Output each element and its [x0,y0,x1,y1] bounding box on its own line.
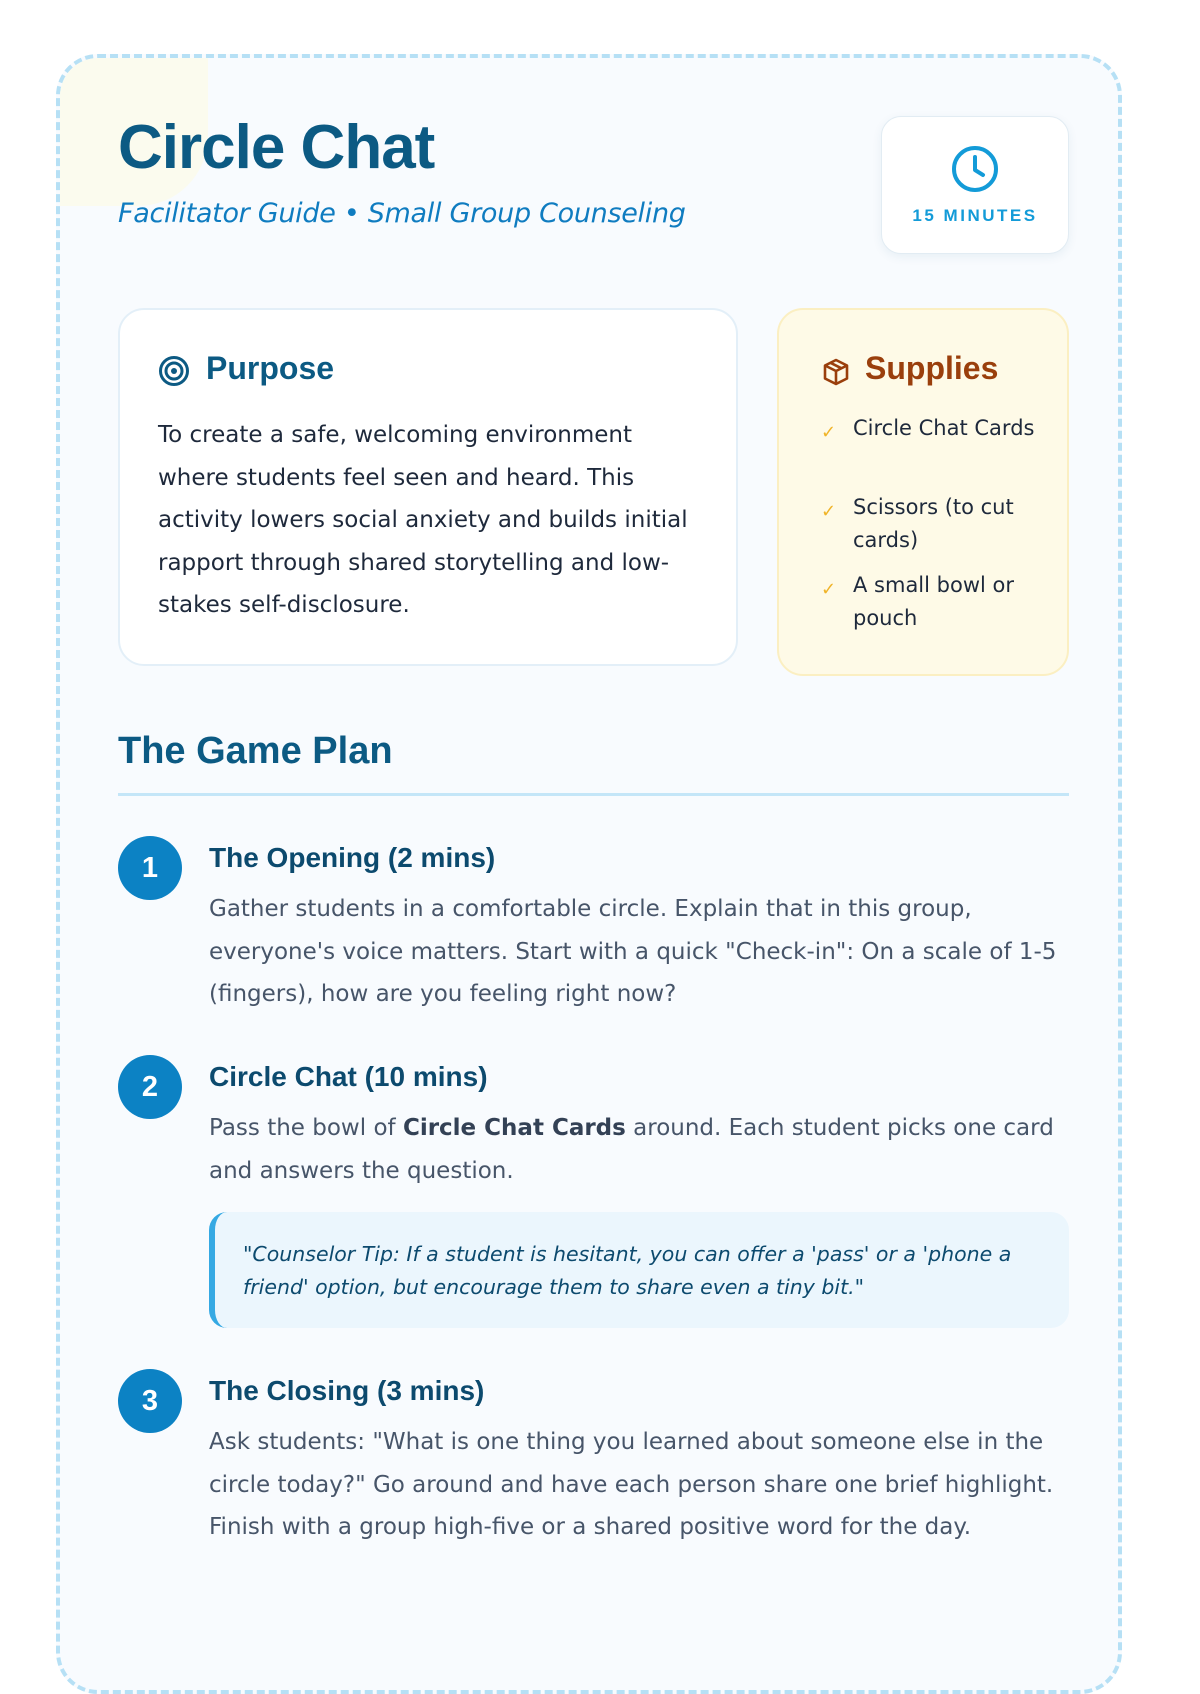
page-title: Circle Chat [118,113,435,182]
purpose-heading: Purpose [206,350,335,386]
duration-label: 15 MINUTES [912,206,1038,225]
supply-item [821,491,1041,557]
box-icon [821,357,851,387]
supply-item [821,412,1041,445]
supply-item-label: Scissors (to cut cards) [853,495,1014,552]
purpose-card [118,308,738,666]
check-icon: ✓ [821,579,837,600]
facilitator-guide-card [56,54,1122,1694]
step-body [209,1107,1069,1192]
step-number-badge: 1 [118,836,182,900]
step-title: The Opening (2 mins) [209,842,496,873]
clock-icon [950,144,1000,194]
counselor-tip: "Counselor Tip: If a student is hesitant, you can offer a 'pass' or a 'phone a friend' option, but encourage them to share even a tiny bit." [209,1212,1069,1328]
supply-item-label: Circle Chat Cards [853,416,1035,440]
supplies-card [777,308,1069,676]
step-number-badge: 2 [118,1055,182,1119]
step-title: Circle Chat (10 mins) [209,1061,488,1092]
supply-item-label: A small bowl or pouch [853,573,1014,630]
step-body-emphasis: Circle Chat Cards [402,1115,626,1141]
step-body-text: around. Each student picks one card and answers the question. [209,1115,1054,1184]
check-icon: ✓ [821,501,837,522]
step-body: Gather students in a comfortable circle. Explain that in this group, everyone's voice matters. Start with a quick "Check-in": On a scale of 1-5 (fingers), how are you feeling right now? [209,896,1057,1007]
step-body: Ask students: "What is one thing you learned about someone else in the circle today?" Go around and have each person share one brief highlight. Finish with a group high-five or a shared positive word for the day. [209,1429,1054,1540]
target-icon [158,355,190,387]
supplies-heading: Supplies [865,350,999,386]
check-icon: ✓ [821,422,837,443]
duration-badge [881,116,1069,254]
supply-item [821,569,1041,635]
step-body-text: Pass the bowl of [209,1115,403,1141]
step-title: The Closing (3 mins) [209,1375,485,1406]
page-subtitle: Facilitator Guide • Small Group Counseling [118,198,686,229]
section-divider [118,793,1069,796]
step-number-badge: 3 [118,1369,182,1433]
purpose-text: To create a safe, welcoming environment where students feel seen and heard. This activity lowers social anxiety and builds initial rapport through shared storytelling and low-stakes self-disclosure. [158,422,688,618]
game-plan-heading: The Game Plan [118,730,393,772]
